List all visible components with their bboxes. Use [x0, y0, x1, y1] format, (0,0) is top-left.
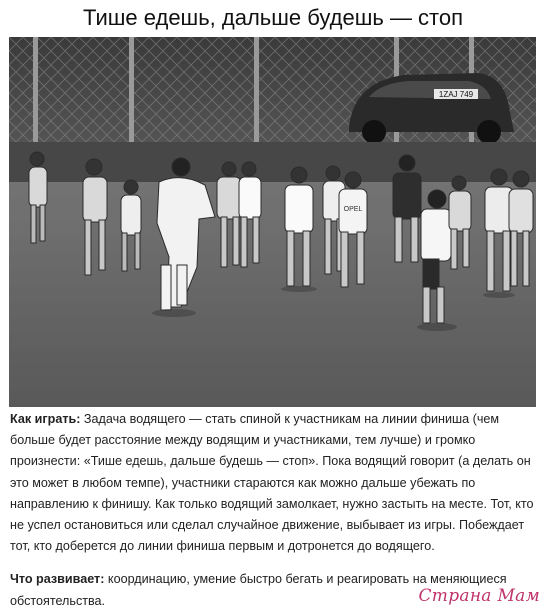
fence-post [33, 37, 38, 147]
children-running-photo [9, 37, 536, 407]
photo-illustration [9, 37, 536, 407]
article-text [10, 409, 538, 612]
develops-label: Что развивает: [10, 572, 105, 587]
fence-post [129, 37, 134, 147]
fence-post [254, 37, 259, 147]
develops-text: координацию, умение быстро бегать и реагировать на меняющиеся обстоятельства. [10, 572, 507, 608]
svg-text:1ZAJ 749: 1ZAJ 749 [438, 90, 474, 99]
rules-label: Как играть: [10, 412, 81, 426]
rules-text: Задача водящего — стать спиной к участникам на линии финиша (чем больше будет расстояние между водящим и участниками, тем лучше) и громко произнести: «Тише едешь, дальше будешь — стоп». Пока водящий говорит (а делать он это может в любом темпе), участники стараются как можно дальше убежать по направлению к финишу. Как только водящий замолкает, нужно застыть на месте. Тот, кто не успел остановиться или сделал случайное движение, выбывает из игры. Побеждает тот, кто доберется до линии финиша первым и дотронется до водящего. [10, 412, 534, 554]
svg-text:OPEL: OPEL [343, 206, 363, 213]
site-watermark: Страна Мам [418, 586, 540, 606]
rules-paragraph [10, 409, 538, 557]
page-title: Тише едешь, дальше будешь — стоп [82, 5, 464, 30]
